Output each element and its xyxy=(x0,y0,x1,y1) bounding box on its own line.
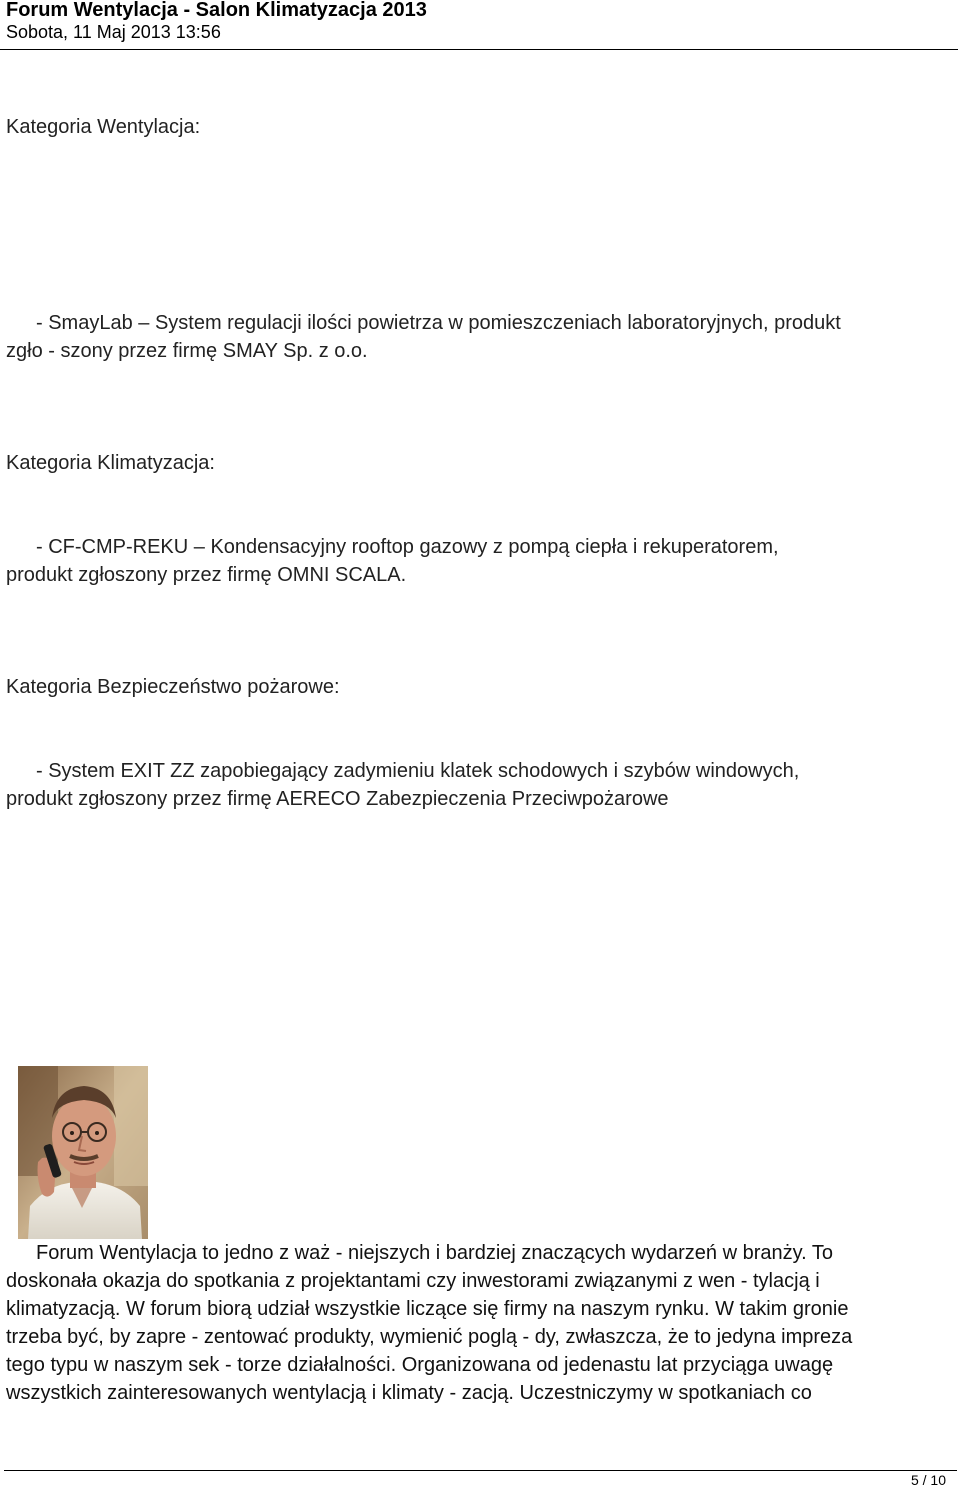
nominee-line-continued: zgło - szony przez firmę SMAY Sp. z o.o. xyxy=(6,340,368,362)
portrait-photo xyxy=(18,1066,148,1239)
article-line: Forum Wentylacja to jedno z waż - niejszych i bardziej znaczących wydarzeń w branży. To xyxy=(36,1242,834,1264)
header-divider xyxy=(0,49,958,50)
article-line: trzeba być, by zapre - zentować produkty, wymienić poglą - dy, zwłaszcza, że to jedyna impreza xyxy=(6,1326,853,1348)
article-line: tego typu w naszym sek - torze działalności. Organizowana od jedenastu lat przyciąga uwagę xyxy=(6,1354,834,1376)
document-date: Sobota, 11 Maj 2013 13:56 xyxy=(6,22,221,42)
article-line: wszystkich zainteresowanych wentylacją i klimaty - zacją. Uczestniczymy w spotkaniach co xyxy=(6,1382,812,1404)
footer-divider xyxy=(4,1470,957,1471)
nominee-text: - System EXIT ZZ zapobiegający zadymieniu klatek schodowych i szybów windowych, xyxy=(36,760,800,782)
document-title: Forum Wentylacja - Salon Klimatyzacja 2013 xyxy=(6,0,427,21)
portrait-illustration xyxy=(18,1066,148,1239)
nominee-line xyxy=(6,533,956,561)
category-heading-fire-safety: Kategoria Bezpieczeństwo pożarowe: xyxy=(6,676,340,698)
page-number: 5 / 10 xyxy=(910,1472,946,1488)
nominee-text: - SmayLab – System regulacji ilości powietrza w pomieszczeniach laboratoryjnych, produkt xyxy=(36,312,841,334)
nominee-line xyxy=(6,757,956,785)
nominee-text: - CF-CMP-REKU – Kondensacyjny rooftop gazowy z pompą ciepła i rekuperatorem, xyxy=(36,536,779,558)
category-heading-ventilation: Kategoria Wentylacja: xyxy=(6,116,201,138)
nominee-line-continued: produkt zgłoszony przez firmę OMNI SCALA. xyxy=(6,564,407,586)
nominee-line xyxy=(6,309,956,337)
article-line: klimatyzacją. W forum biorą udział wszystkie liczące się firmy na naszym rynku. W takim gronie xyxy=(6,1298,849,1320)
article-paragraph xyxy=(6,1239,958,1407)
category-heading-air-conditioning: Kategoria Klimatyzacja: xyxy=(6,452,215,474)
nominee-line-continued: produkt zgłoszony przez firmę AERECO Zabezpieczenia Przeciwpożarowe xyxy=(6,788,669,810)
article-line: doskonała okazja do spotkania z projektantami czy inwestorami związanymi z wen - tylacją i xyxy=(6,1270,820,1292)
